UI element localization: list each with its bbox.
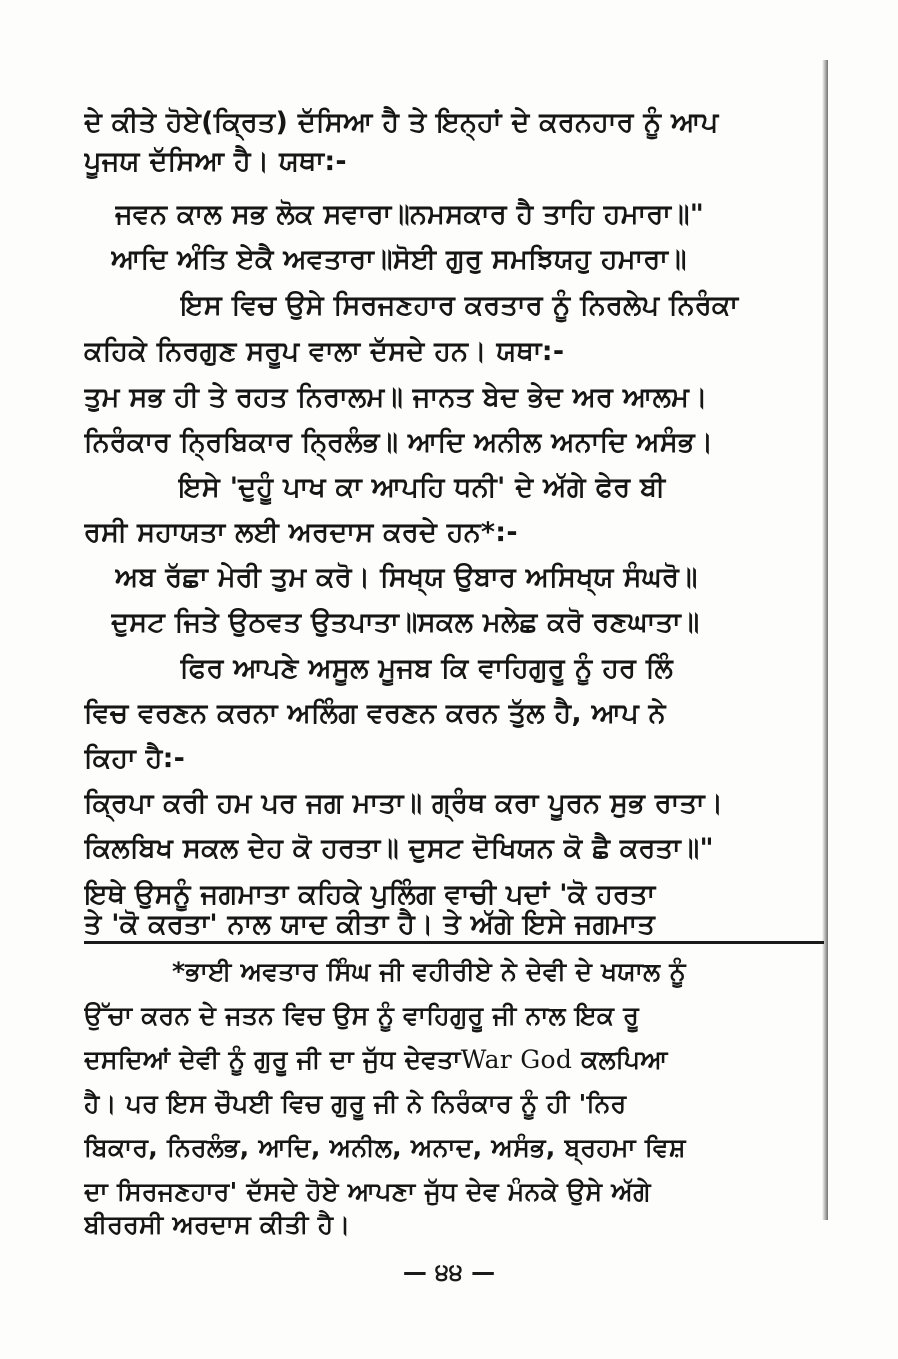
- text-line: ਪੂਜਯ ਦੱਸਿਆ ਹੈ। ਯਥਾ:-: [84, 146, 347, 177]
- text-line: ਕਹਿਕੇ ਨਿਰਗੁਣ ਸਰੂਪ ਵਾਲਾ ਦੱਸਦੇ ਹਨ। ਯਥਾ:-: [84, 336, 565, 367]
- verse-line: ਨਿਰੰਕਾਰ ਨ੍ਰਿਬਿਕਾਰ ਨ੍ਰਿਲੰਭ॥ ਆਦਿ ਅਨੀਲ ਅਨਾਦਿ ਅਸੰਭ।: [84, 427, 714, 458]
- footnote-line: ਬੀਰਰਸੀ ਅਰਦਾਸ ਕੀਤੀ ਹੈ।: [84, 1210, 351, 1239]
- text-line: ਕਿਹਾ ਹੈ:-: [84, 743, 186, 774]
- text-line: ਦੇ ਕੀਤੇ ਹੋਏ(ਕ੍ਰਿਤ) ਦੱਸਿਆ ਹੈ ਤੇ ਇਨ੍ਹਾਂ ਦੇ ਕਰਨਹਾਰ ਨੂੰ ਆਪ: [84, 107, 719, 138]
- footnote-line: ਉੱਚਾ ਕਰਨ ਦੇ ਜਤਨ ਵਿਚ ਉਸ ਨੂੰ ਵਾਹਿਗੁਰੂ ਜੀ ਨਾਲ ਇਕ ਰੂ: [84, 1001, 640, 1030]
- text-line: ਰਸੀ ਸਹਾਯਤਾ ਲਈ ਅਰਦਾਸ ਕਰਦੇ ਹਨ*:-: [84, 517, 518, 548]
- footnote-text: ਦਸਦਿਆਂ ਦੇਵੀ ਨੂੰ ਗੁਰੂ ਜੀ ਦਾ ਜੁੱਧ ਦੇਵਤਾ: [84, 1045, 461, 1074]
- verse-line: ਜਵਨ ਕਾਲ ਸਭ ਲੋਕ ਸਵਾਰਾ॥ਨਮਸਕਾਰ ਹੈ ਤਾਹਿ ਹਮਾਰਾ॥": [115, 199, 705, 230]
- footnote-separator: [84, 941, 824, 944]
- verse-line: ਦੁਸਟ ਜਿਤੇ ਉਠਵਤ ਉਤਪਾਤਾ॥ਸਕਲ ਮਲੇਛ ਕਰੋ ਰਣਘਾਤਾ॥: [111, 607, 700, 638]
- text-line: ਵਿਚ ਵਰਣਨ ਕਰਨਾ ਅਲਿੰਗ ਵਰਣਨ ਕਰਨ ਤੁੱਲ ਹੈ, ਆਪ ਨੇ: [84, 698, 666, 729]
- verse-line: ਤੁਮ ਸਭ ਹੀ ਤੇ ਰਹਤ ਨਿਰਾਲਮ॥ ਜਾਨਤ ਬੇਦ ਭੇਦ ਅਰ ਆਲਮ।: [84, 382, 708, 413]
- footnote-line: ਬਿਕਾਰ, ਨਿਰਲੰਭ, ਆਦਿ, ਅਨੀਲ, ਅਨਾਦ, ਅਸੰਭ, ਬ੍ਰਹਮਾ ਵਿਸ਼: [84, 1133, 686, 1162]
- verse-line: ਕਿਲਬਿਖ ਸਕਲ ਦੇਹ ਕੋ ਹਰਤਾ॥ ਦੁਸਟ ਦੋਖਿਯਨ ਕੋ ਛੈ ਕਰਤਾ॥": [84, 833, 714, 864]
- verse-line: ਅਬ ਰੱਛਾ ਮੇਰੀ ਤੁਮ ਕਰੋ। ਸਿਖ੍ਯ ਉਬਾਰ ਅਸਿਖ੍ਯ ਸੰਘਰੋ॥: [115, 562, 698, 593]
- text-line: ਇਥੇ ਉਸਨੂੰ ਜਗਮਾਤਾ ਕਹਿਕੇ ਪੁਲਿੰਗ ਵਾਚੀ ਪਦਾਂ 'ਕੋ ਹਰਤਾ: [84, 879, 656, 910]
- footnote-latin-term: War God: [460, 1045, 573, 1074]
- text-line: ਫਿਰ ਆਪਣੇ ਅਸੂਲ ਮੂਜਬ ਕਿ ਵਾਹਿਗੁਰੂ ਨੂੰ ਹਰ ਲਿੰ: [180, 653, 674, 684]
- footnote-line: ਦਾ ਸਿਰਜਣਹਾਰ' ਦੱਸਦੇ ਹੋਏ ਆਪਣਾ ਜੁੱਧ ਦੇਵ ਮੰਨਕੇ ਉਸੇ ਅੱਗੇ: [84, 1177, 651, 1206]
- text-line: ਤੇ 'ਕੋ ਕਰਤਾ' ਨਾਲ ਯਾਦ ਕੀਤਾ ਹੈ। ਤੇ ਅੱਗੇ ਇਸੇ ਜਗਮਾਤ: [84, 909, 656, 940]
- footnote-line: ਹੈ। ਪਰ ਇਸ ਚੌਪਈ ਵਿਚ ਗੁਰੂ ਜੀ ਨੇ ਨਿਰੰਕਾਰ ਨੂੰ ਹੀ 'ਨਿਰ: [84, 1089, 627, 1118]
- verse-line: ਕ੍ਰਿਪਾ ਕਰੀ ਹਮ ਪਰ ਜਗ ਮਾਤਾ॥ ਗ੍ਰੰਥ ਕਰਾ ਪੂਰਨ ਸੁਭ ਰਾਤਾ।: [84, 788, 724, 819]
- page-number: — ੪੪ —: [402, 1258, 496, 1286]
- text-line: ਇਸੇ 'ਦੁਹੂੰ ਪਾਖ ਕਾ ਆਪਹਿ ਧਨੀ' ਦੇ ਅੱਗੇ ਫੇਰ ਬੀ: [178, 472, 666, 503]
- footnote-text: ਕਲਪਿਆ: [581, 1045, 668, 1074]
- verse-line: ਆਦਿ ਅੰਤਿ ਏਕੈ ਅਵਤਾਰਾ॥ਸੋਈ ਗੁਰੁ ਸਮਝਿਯਹੁ ਹਮਾਰਾ॥: [111, 244, 687, 275]
- footnote-line: [84, 1041, 824, 1079]
- text-line: ਇਸ ਵਿਚ ਉਸੇ ਸਿਰਜਣਹਾਰ ਕਰਤਾਰ ਨੂੰ ਨਿਰਲੇਪ ਨਿਰੰਕਾ: [180, 290, 739, 321]
- footnote-line: *ਭਾਈ ਅਵਤਾਰ ਸਿੰਘ ਜੀ ਵਹੀਰੀਏ ਨੇ ਦੇਵੀ ਦੇ ਖਯਾਲ ਨੂੰ: [172, 957, 686, 986]
